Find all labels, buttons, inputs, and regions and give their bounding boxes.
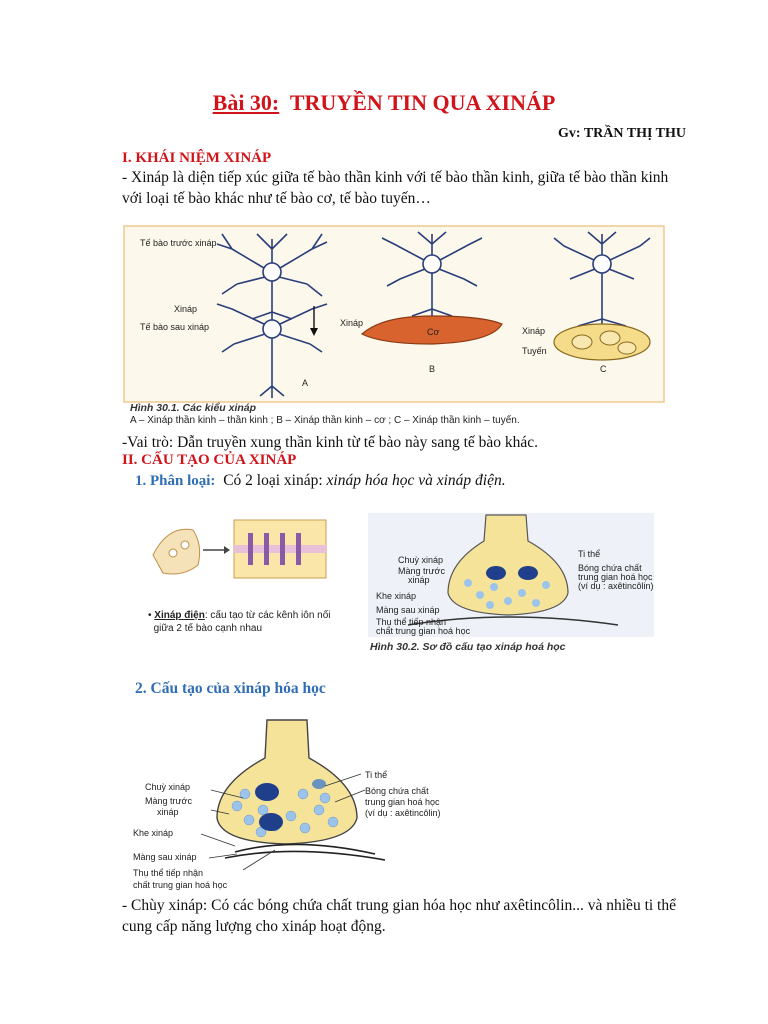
figure-30-2-large <box>125 718 460 894</box>
figure-30-2-small-drawing <box>368 513 654 637</box>
small-label-mito: Ti thể <box>578 549 601 559</box>
label-b: B <box>429 364 436 374</box>
label-receptor1: Thụ thể tiếp nhận <box>133 868 204 878</box>
label-gland: Tuyến <box>522 346 547 356</box>
label-cleft: Khe xináp <box>133 828 174 838</box>
small-label-receptor2: chất trung gian hoá học <box>376 626 471 636</box>
section2-heading: II. CẤU TẠO CỦA XINÁP <box>122 452 297 468</box>
section1-text: - Xináp là diện tiếp xúc giữa tế bào thần kinh với tế bào thần kinh, giữa tế bào thần kinh với loại tế bào khác như tế bào cơ, tế bào tuyến… <box>122 169 669 207</box>
label-c: C <box>600 364 607 374</box>
small-label-vesicle3: (ví dụ : axêtincôlin) <box>578 581 654 591</box>
small-label-vesicle1: Bóng chứa chất <box>578 563 642 573</box>
page-title <box>0 90 768 116</box>
label-synapse-c: Xináp <box>522 326 546 336</box>
small-label-cleft: Khe xináp <box>376 591 417 601</box>
electric-synapse-figure <box>148 515 348 645</box>
structure-subheading: 2. Cấu tạo của xináp hóa học <box>135 680 326 697</box>
label-post-cell: Tế bào sau xináp <box>140 322 210 332</box>
label-premem1: Màng trước <box>145 796 192 806</box>
figure-30-1-caption-title: Hình 30.1. Các kiểu xináp <box>130 402 257 414</box>
classification-label: 1. Phân loại: <box>135 473 216 489</box>
electric-synapse-desc2: giữa 2 tế bào cạnh nhau <box>153 623 263 634</box>
electric-synapse-drawing <box>148 515 328 585</box>
label-a: A <box>302 378 309 388</box>
label-synapse-b: Xináp <box>340 318 364 328</box>
knob-description: - Chùy xináp: Có các bóng chứa chất trung gian hóa học như axêtincôlin... và nhiều ti thể cung cấp năng lượng cho xináp hoạt động. <box>122 897 676 935</box>
label-vesicle2: trung gian hoá học <box>365 797 440 807</box>
lesson-title: TRUYỀN TIN QUA XINÁP <box>289 90 556 115</box>
small-label-premem2: xináp <box>408 575 430 585</box>
figure-30-1-drawing <box>122 224 670 404</box>
figure-30-1 <box>122 224 670 428</box>
small-label-knob: Chuỳ xináp <box>398 555 444 565</box>
classification-text: Có 2 loại xináp: <box>223 472 323 489</box>
role-text: -Vai trò: Dẫn truyền xung thần kinh từ tế bào này sang tế bào khác. <box>122 434 539 451</box>
label-postmem: Màng sau xináp <box>133 852 197 862</box>
label-mito: Ti thể <box>365 770 388 780</box>
teacher-name: Gv: TRẦN THỊ THU <box>558 126 686 141</box>
figure-30-2-small <box>368 513 654 653</box>
electric-synapse-desc1: : cấu tạo từ các kênh iôn nối <box>204 610 331 621</box>
small-label-vesicle2: trung gian hoá học <box>578 572 653 582</box>
lesson-number: Bài 30: <box>212 90 280 115</box>
figure-30-2-large-drawing <box>125 718 460 894</box>
figure-30-1-caption-text: A – Xináp thần kinh – thần kinh ; B – Xináp thần kinh – cơ ; C – Xináp thần kinh – tuyến. <box>130 415 520 426</box>
electric-synapse-term: Xináp điện <box>154 610 205 621</box>
label-muscle: Cơ <box>427 327 440 337</box>
small-label-premem1: Màng trước <box>398 566 445 576</box>
label-vesicle3: (ví dụ : axêtincôlin) <box>365 808 441 818</box>
label-receptor2: chất trung gian hoá học <box>133 880 228 890</box>
label-premem2: xináp <box>157 807 179 817</box>
small-label-postmem: Màng sau xináp <box>376 605 440 615</box>
figure-30-2-small-caption: Hình 30.2. Sơ đồ cấu tạo xináp hoá học <box>370 641 566 653</box>
label-vesicle1: Bóng chứa chất <box>365 786 429 796</box>
small-label-receptor1: Thụ thể tiếp nhận <box>376 617 447 627</box>
label-synapse-a: Xináp <box>174 304 198 314</box>
section1-heading: I. KHÁI NIỆM XINÁP <box>122 150 272 166</box>
label-pre-cell: Tế bào trước xináp <box>140 238 217 248</box>
classification-line <box>135 472 506 490</box>
label-knob: Chuỳ xináp <box>145 782 191 792</box>
electric-synapse-note: • Xináp điện: cấu tạo từ các kênh iôn nối giữa 2 tế bào cạnh nhau <box>148 610 331 634</box>
classification-types: xináp hóa học và xináp điện. <box>326 472 506 489</box>
